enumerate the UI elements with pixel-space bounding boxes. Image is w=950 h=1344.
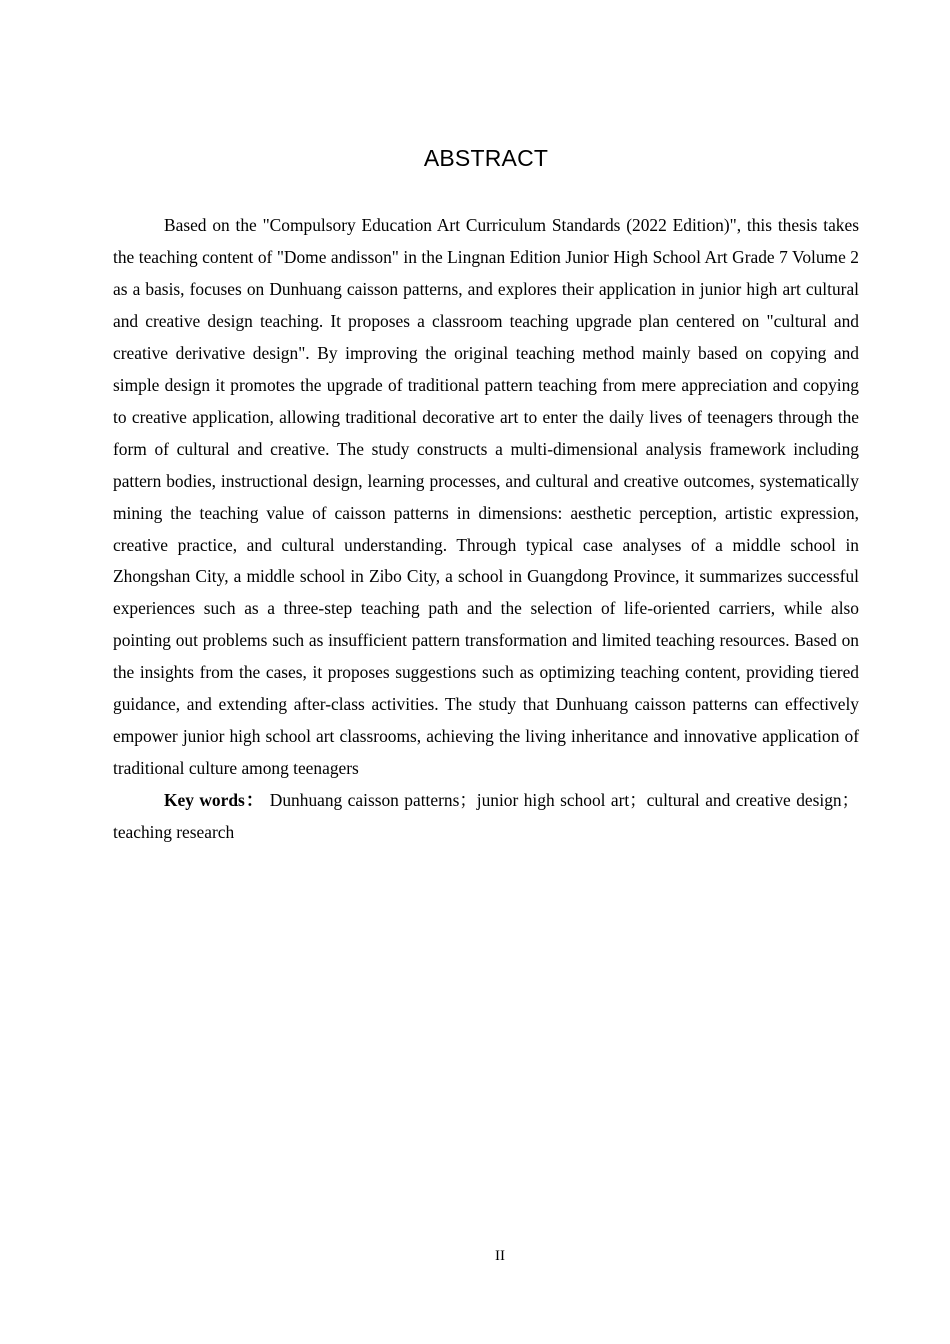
abstract-body — [113, 210, 859, 849]
page-title: ABSTRACT — [423, 145, 549, 171]
keywords-label: Key words： — [164, 790, 265, 811]
keywords-text: Dunhuang caisson patterns；junior high school art；cultural and creative design；teaching research — [113, 790, 859, 843]
keywords-paragraph — [113, 785, 859, 849]
abstract-paragraph: Based on the "Compulsory Education Art Curriculum Standards (2022 Edition)", this thesis takes the teaching content of "Dome andisson" in the Lingnan Edition Junior High School Art Grade 7 Volume 2 as a basis, focuses on Dunhuang caisson patterns, and explores their application in junior high art cultural and creative design teaching. It proposes a classroom teaching upgrade plan centered on "cultural and creative derivative design". By improving the original teaching method mainly based on copying and simple design it promotes the upgrade of traditional pattern teaching from mere appreciation and copying to creative application, allowing traditional decorative art to enter the daily lives of teenagers through the form of cultural and creative. The study constructs a multi-dimensional analysis framework including pattern bodies, instructional design, learning processes, and cultural and creative outcomes, systematically mining the teaching value of caisson patterns in dimensions: aesthetic perception, artistic expression, creative practice, and cultural understanding. Through typical case analyses of a middle school in Zhongshan City, a middle school in Zibo City, a school in Guangdong Province, it summarizes successful experiences such as a three-step teaching path and the selection of life-oriented carriers, while also pointing out problems such as insufficient pattern transformation and limited teaching resources. Based on the insights from the cases, it proposes suggestions such as optimizing teaching content, providing tiered guidance, and extending after-class activities. The study that Dunhuang caisson patterns can effectively empower junior high school art classrooms, achieving the living inheritance and innovative application of traditional culture among teenagers — [113, 215, 859, 779]
page-number: II — [495, 1248, 505, 1264]
